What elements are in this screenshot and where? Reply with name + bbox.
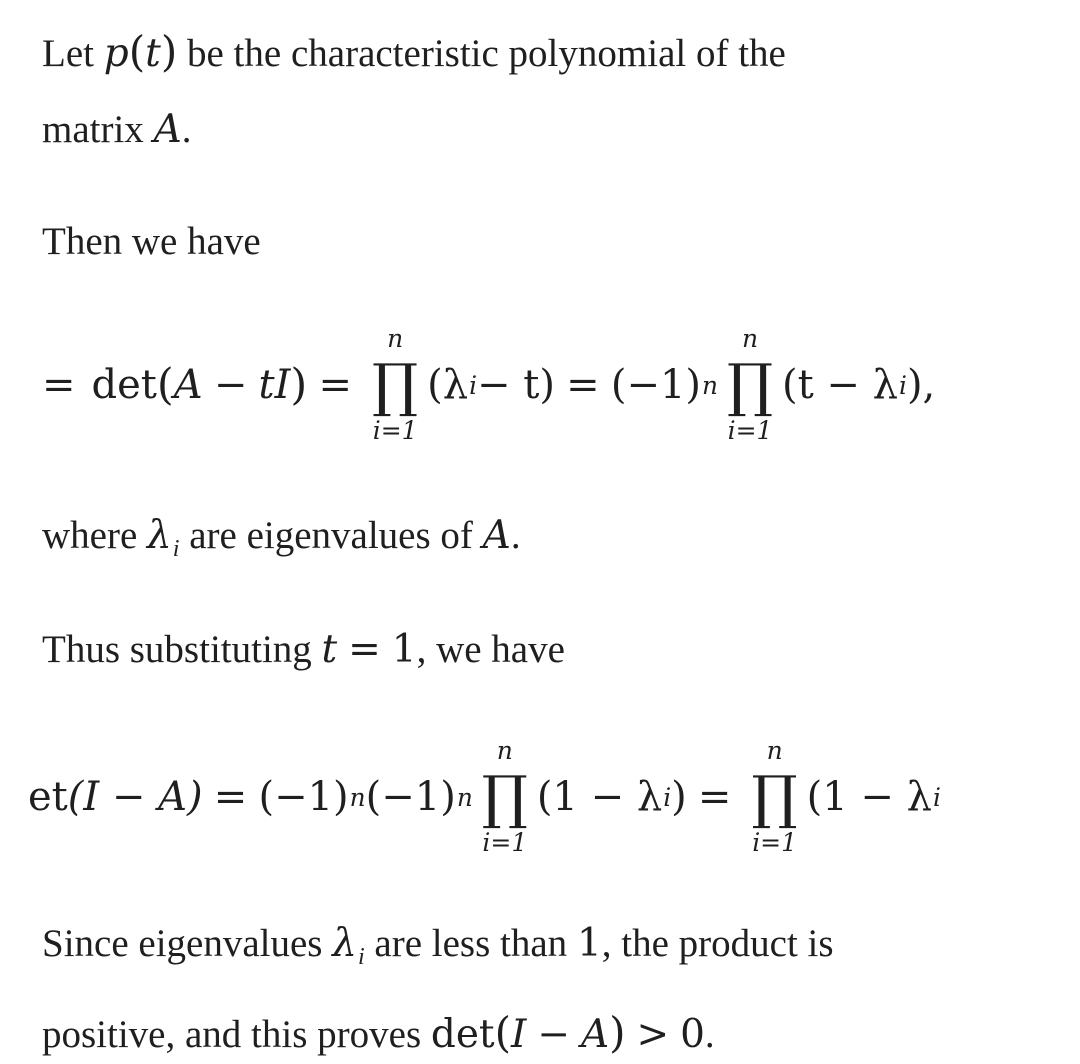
text: where xyxy=(42,514,148,557)
product-symbol: ∏ xyxy=(751,763,798,831)
subscript-i: i xyxy=(469,370,478,400)
negative-one: (−1) xyxy=(610,362,702,408)
paragraph-intro-line2 xyxy=(42,92,786,168)
math-t: t xyxy=(321,627,338,672)
paragraph-where xyxy=(42,498,521,587)
text: Since eigenvalues xyxy=(42,922,333,965)
paren-open: ( xyxy=(494,1007,512,1057)
math-one: 1 xyxy=(391,627,417,672)
term: (λ xyxy=(427,362,469,408)
subscript-i: i xyxy=(663,782,672,812)
term: ) xyxy=(671,774,687,820)
subscript-i: i xyxy=(899,370,907,400)
math-zero: 0 xyxy=(680,1011,705,1057)
product-symbol: ∏ xyxy=(481,763,528,831)
text: are eigenvalues of xyxy=(179,514,483,557)
subscript-i: i xyxy=(357,942,365,970)
text: matrix xyxy=(42,108,154,151)
negative-one: (−1) xyxy=(258,774,349,820)
product-lower-limit: i=1 xyxy=(752,828,798,857)
paragraph-substituting xyxy=(42,612,565,688)
product-operator xyxy=(477,736,533,858)
equals-sign: = xyxy=(213,774,248,820)
det-operator: det xyxy=(430,1011,495,1057)
text: , the product is xyxy=(601,922,834,965)
paragraph-conclusion-line1 xyxy=(42,906,834,995)
term: − t) xyxy=(477,362,555,408)
math-A: A xyxy=(153,107,182,152)
det-operator: det xyxy=(91,362,157,408)
math-p: p xyxy=(103,31,129,76)
product-operator xyxy=(747,736,803,858)
subscript-i: i xyxy=(172,534,180,562)
negative-one: (−1) xyxy=(365,774,456,820)
equals-sign: = xyxy=(42,362,76,408)
equation-substituted xyxy=(28,722,941,872)
math-one: 1 xyxy=(576,921,602,966)
text: Then we have xyxy=(42,220,261,263)
paragraph-intro-line1 xyxy=(42,14,786,92)
superscript-n: n xyxy=(702,370,719,400)
minus-sign: − xyxy=(537,1011,571,1057)
product-upper-limit: n xyxy=(741,324,759,353)
product-lower-limit: i=1 xyxy=(372,416,418,445)
product-symbol: ∏ xyxy=(726,351,774,419)
math-lambda: λ xyxy=(147,513,172,558)
superscript-n: n xyxy=(456,782,473,812)
math-A: A xyxy=(580,1011,610,1057)
paren-close: ) xyxy=(160,27,178,76)
math-tI: tI xyxy=(258,362,291,408)
paragraph-conclusion-line2 xyxy=(42,995,834,1064)
det-operator-clipped: et xyxy=(28,774,68,820)
text: are less than xyxy=(364,922,577,965)
product-lower-limit: i=1 xyxy=(727,416,773,445)
product-upper-limit: n xyxy=(496,736,513,765)
text: Thus substituting xyxy=(42,628,322,671)
text: . xyxy=(181,108,192,151)
paren-close: ) xyxy=(290,360,308,410)
text: Let xyxy=(42,32,104,75)
paren-open: ( xyxy=(156,360,174,410)
equals-sign: = xyxy=(318,362,352,408)
product-operator xyxy=(367,324,423,446)
product-symbol: ∏ xyxy=(372,351,419,419)
math-lambda: λ xyxy=(332,921,357,966)
text: positive, and this proves xyxy=(42,1012,431,1056)
text: . xyxy=(510,514,521,557)
paragraph-intro xyxy=(42,14,786,168)
math-A: A xyxy=(482,513,511,558)
paren-close: ) xyxy=(609,1007,626,1057)
text: , we have xyxy=(416,628,565,671)
term: (1 − λ xyxy=(536,774,663,820)
math-t: t xyxy=(145,31,161,76)
math-I: I xyxy=(511,1011,527,1057)
term: (t − λ xyxy=(782,362,899,408)
text: be the characteristic polynomial of the xyxy=(177,32,786,75)
paragraph-then xyxy=(42,204,261,280)
term: (1 − λ xyxy=(806,774,932,820)
product-upper-limit: n xyxy=(766,736,783,765)
equals-sign: = xyxy=(566,362,600,408)
math-A: A xyxy=(173,362,203,408)
equals-sign: = xyxy=(348,627,381,672)
subscript-i: i xyxy=(932,782,941,812)
product-lower-limit: i=1 xyxy=(482,828,528,857)
minus-sign: − xyxy=(213,362,248,408)
product-upper-limit: n xyxy=(387,324,404,353)
text: . xyxy=(704,1012,715,1056)
product-operator xyxy=(722,324,778,446)
equation-characteristic xyxy=(42,310,935,460)
math-lhs: (I − A) xyxy=(67,774,203,820)
greater-than-sign: > xyxy=(636,1011,670,1057)
superscript-n: n xyxy=(349,782,366,812)
term: ), xyxy=(906,362,936,408)
paren-open: ( xyxy=(128,27,146,76)
equals-sign: = xyxy=(697,774,732,820)
paragraph-conclusion xyxy=(42,906,834,1064)
